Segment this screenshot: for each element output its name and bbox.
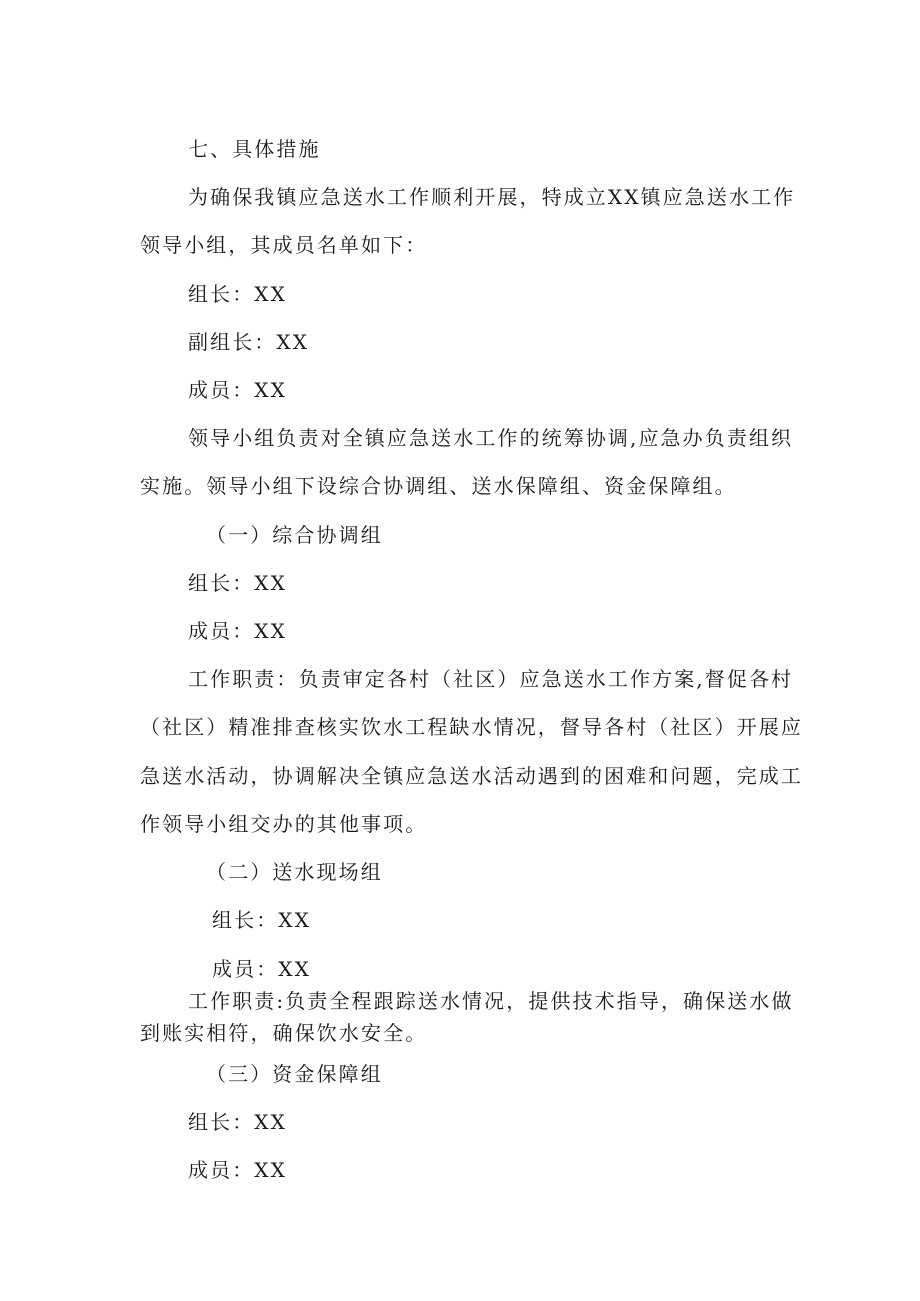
group1-members: 成员：XX	[188, 619, 287, 643]
group2-title: （二）送水现场组	[206, 860, 383, 884]
responsibility-line-1: 领导小组负责对全镇应急送水工作的统筹协调,应急办负责组织	[188, 426, 794, 450]
deputy-leader-line: 副组长：XX	[188, 330, 310, 354]
group2-leader: 组长：XX	[212, 908, 311, 932]
leader-line: 组长：XX	[188, 282, 287, 306]
intro-line-2: 领导小组，其成员名单如下：	[140, 233, 428, 257]
group1-title: （一）综合协调组	[206, 523, 383, 547]
section-heading: 七、具体措施	[188, 137, 321, 161]
group1-leader: 组长：XX	[188, 571, 287, 595]
responsibility-line-2: 实施。领导小组下设综合协调组、送水保障组、资金保障组。	[140, 474, 737, 498]
group1-duty-line-2: （社区）精准排查核实饮水工程缺水情况，督导各村（社区）开展应	[140, 715, 803, 739]
group2-members: 成员：XX	[212, 957, 311, 981]
members-line: 成员：XX	[188, 378, 287, 402]
group3-members: 成员：XX	[188, 1158, 287, 1182]
group1-duty-line-1: 工作职责：负责审定各村（社区）应急送水工作方案,督促各村	[188, 667, 794, 691]
group2-duty-line-1: 工作职责:负责全程跟踪送水情况，提供技术指导，确保送水做	[188, 989, 794, 1013]
group3-title: （三）资金保障组	[206, 1062, 383, 1086]
intro-line-1: 为确保我镇应急送水工作顺利开展，特成立XX镇应急送水工作	[188, 185, 796, 209]
group3-leader: 组长：XX	[188, 1110, 287, 1134]
group2-duty-line-2: 到账实相符，确保饮水安全。	[140, 1021, 428, 1045]
group1-duty-line-4: 作领导小组交办的其他事项。	[140, 812, 428, 836]
group1-duty-line-3: 急送水活动，协调解决全镇应急送水活动遇到的困难和问题，完成工	[140, 764, 803, 788]
